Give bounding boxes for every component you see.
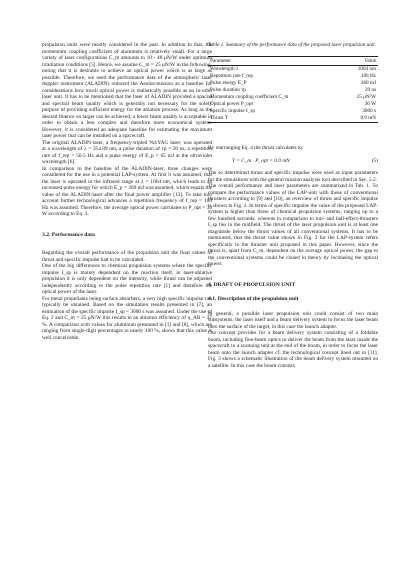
paragraph: For metal propellants being surface absorbers, a very high specific impulse can typically be obtained. Based on the simulation results presented in [7], an estimation of the specific impulse I_sp = 3000 s was assumed. Under the use of Eq. 2 and C_m = 25 μN/W this results in an ablation efficiency of η_AB = 37 %. A comparison with values for aluminum presented in [1] and [8], which are ranging from single-digit percentages to nearly 100 %, shows that this value is well conceivable. [42,295,212,341]
table-cell: 100 Hz [360,73,376,80]
table-cell: Specific impulse I_sp [210,108,255,115]
paragraph: Our concept provides for a beam delivery system consisting of a foldable boom, including fine-beam optics to deliver the beam from the laser inside the spacecraft to a scanning unit at the end of the boom, in order to focus the laser beam onto the launch adapter cf. the technological concept lined out in [11]. Fig. 3 shows a schematic illustration of the beam delivery system mounted on a satellite. In this case the boom consists [208,330,378,369]
paragraph: The original ALADIN-laser, a frequency-tripled Nd:YAG laser, was operated at a wavelength of λ = 354.89 nm, a pulse duration of τp = 20 ns, a repetition rate of f_rep = 50.5 Hz and a pulse energy of E_p = 65 mJ at the ultraviolet wavelength [6]. [42,139,212,165]
section-heading-3-2: 3.2. Performance data [42,231,95,238]
table-row [208,108,378,115]
table-cell: 360 mJ [360,80,376,87]
table-header-row [208,57,378,66]
paragraph: The overall performance and laser parameters are summarized in Tab. 1. To compare the performance values of the LAP-unit with those of conventional thrusters according to [9] and [10], an overview of thrust and specific impulse is shown in Fig. 2. In terms of specific impulse the value of the proposed LAP-system is higher than those of chemical propulsion systems, ranging up to a few hundred seconds, whereas in comparison to ion- and hall-effect-thrusters I_sp lies in the midfield. The thrust of the laser propulsion unit is at least one magnitude below the thrust values of all conventional systems. It has to be mentioned, that the thrust value shown in Fig. 2 for the LAP-system refers specifically to the thruster unit proposed in this paper. However, since the thrust is, apart from C_m, dependent on the average optical power, the gap to the conventional systems could be closed in theory by increasing the optical power. [208,183,378,268]
paragraph: By rearranging Eq. 4 the thrust calculates to: [208,145,304,152]
paragraph: Regarding the overall performance of the propulsion unit the final values of thrust and specific impulse had to be calculated. [42,250,212,263]
table-row [208,73,378,80]
table-row [208,94,378,101]
table-cell: 25 μN/W [356,94,376,101]
section-heading-4-1: 4.1. Description of the propulsion unit [208,296,299,303]
right-column [208,42,378,369]
equation-body: T = C_m · P_opt = 0.9 mN [232,157,290,164]
paragraph: In general, a possible laser propulsion unit could consist of two main subsystems, the laser itself and a beam delivery system to focus the laser beam onto the surface of the target, in this case the launch adapter. [208,310,378,330]
table-row [208,115,378,123]
paragraph: In comparison to the baseline of the ALADIN-laser, three changes were considered for the use in a potential LAP-system. At first it was assumed, that the laser is operated in the infrared range at λ = 1064 nm, which leads to an increased pulse energy for which E_p = 360 mJ was assumed, which equals the value of the ALADIN-laser after the final power amplifier [13]. To take into account further technological advances a repetition frequency of f_rep = 100 Hz was assumed. Therefore, the average optical power calculates to P_opt = 36 W according to Eq. 3. [42,165,212,217]
table-cell: 3000 s [362,108,376,115]
table-caption: Table 1. Summary of the performance data of the proposed laser propulsion unit. [208,42,377,48]
table-cell: Pulse energy E_P [210,80,247,87]
table-cell: 20 ns [364,87,376,94]
table-cell: Repetition rate f_rep [210,73,253,80]
table-header-value: Value [340,57,378,66]
table-cell: Wavelength λ [210,66,239,73]
table-cell: Momentum coupling coefficient C_m [210,94,289,101]
table-row [208,80,378,87]
table-cell: Pulse duration τp [210,87,246,94]
table-cell: 0.9 mN [340,115,378,123]
paragraph: propulsion units were mostly considered in the past. In addition to that, the momentum coupling coefficient of aluminum is relatively small. For a large variety of laser configurations C_m amounts to 10 - 40 μN/W under optimum irradiation conditions [5]. Hence, we assume C_m = 25 μN/W in the following, noting that it is desirable to achieve an optical power which is as large as possible. Therefore, we used the performance data of the atmospheric laser doppler instrument (ALADIN) onboard the Aeolus-mission as a baseline for considerations how much optical power is realistically possible as an in-orbit laser unit. It has to be mentioned that the laser of ALADIN provided a spacial and spectral beam quality which is generally not necessary for the solely purpose of providing sufficient energy for the ablation process. As long as the desired fluence on target can be achieved, a lower beam quality is acceptable in order to obtain a less complex and therefore more economical system. However, it is considered an adequate baseline for estimating the maximum laser power that can be installed on a spacecraft. [42,42,212,139]
performance-table [208,56,378,123]
paragraph: The so determined thrust and specific impulse were used as input parameters for the simulations with the general mission analysis tool described in Sec. 5.2. [208,170,378,183]
table-cell: Thrust T [208,115,340,123]
section-heading-4: 4. DRAFT OF PROPULSION UNIT [208,281,296,288]
equation [208,158,378,165]
paragraph: One of the big differences to chemical propulsion systems where the specific impulse I_sp is mainly dependent on the reaction itself, in laser-ablative propulsion it is only dependent on the intensity, while thrust can be adjusted independently according to the pulse repetition rate [1] and therefore the optical power of the laser. [42,263,212,295]
table-cell: 1064 nm [357,66,376,73]
equation-number: (5) [371,157,378,164]
table-header-parameter: Parameter [208,57,340,66]
left-column [42,42,212,341]
table-cell: 36 W [364,101,376,108]
table-cell: Optical power P_opt [210,101,253,108]
